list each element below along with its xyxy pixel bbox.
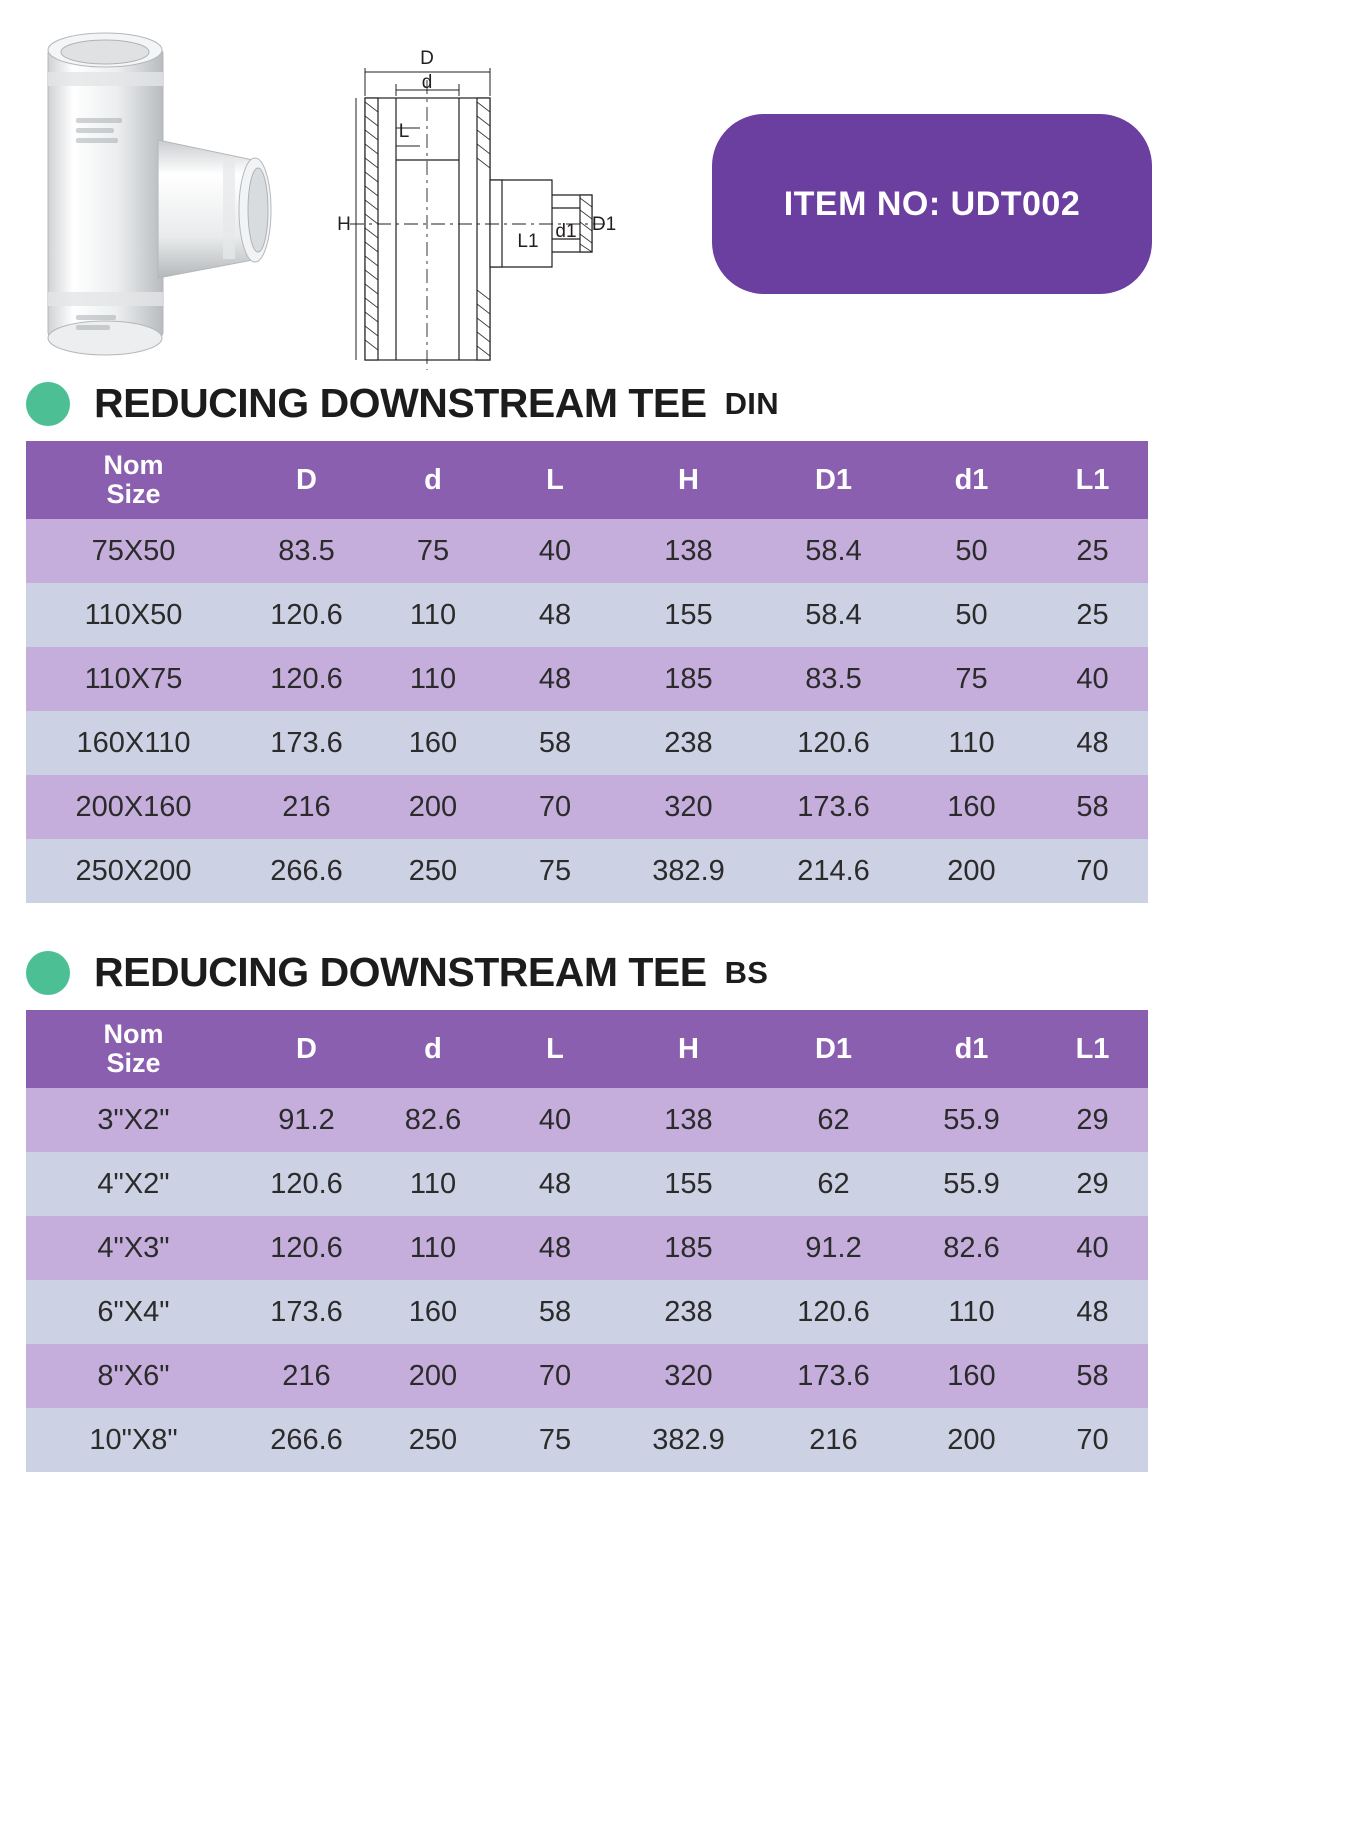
drawing-label-d1: d1: [555, 221, 577, 242]
cell-L: 70: [494, 775, 616, 839]
column-header-d1: d1: [906, 441, 1037, 519]
cell-D: 173.6: [241, 1280, 372, 1344]
drawing-label-L: L: [398, 121, 410, 142]
column-header-D1: D1: [761, 441, 906, 519]
table-row: [26, 1152, 1148, 1216]
cell-L: 48: [494, 647, 616, 711]
table-row: [26, 1280, 1148, 1344]
cell-L1: 29: [1037, 1088, 1148, 1152]
cell-D: 216: [241, 775, 372, 839]
cell-H: 155: [616, 583, 761, 647]
cell-D1: 91.2: [761, 1216, 906, 1280]
drawing-label-H: H: [337, 214, 351, 235]
cell-D: 266.6: [241, 839, 372, 903]
cell-d1: 50: [906, 519, 1037, 583]
section-standard: BS: [724, 954, 769, 990]
cell-d: 160: [372, 711, 494, 775]
item-number-badge: [712, 114, 1152, 294]
cell-L1: 48: [1037, 1280, 1148, 1344]
column-header-nom-size: [26, 441, 241, 519]
cell-L: 48: [494, 1152, 616, 1216]
column-header-H: H: [616, 1010, 761, 1088]
cell-d1: 160: [906, 775, 1037, 839]
section-heading-din: [26, 380, 1363, 427]
cell-d: 82.6: [372, 1088, 494, 1152]
nom-line-2: Size: [106, 479, 161, 509]
cell-d1: 55.9: [906, 1088, 1037, 1152]
cell-H: 238: [616, 711, 761, 775]
spec-table-din: [26, 441, 1148, 903]
cell-d1: 82.6: [906, 1216, 1037, 1280]
column-header-D1: D1: [761, 1010, 906, 1088]
cell-L: 40: [494, 519, 616, 583]
cell-d: 110: [372, 1152, 494, 1216]
column-header-d1: d1: [906, 1010, 1037, 1088]
cell-d1: 110: [906, 711, 1037, 775]
column-header-d: d: [372, 1010, 494, 1088]
cell-H: 185: [616, 647, 761, 711]
cell-nom-size: 75X50: [26, 519, 241, 583]
cell-d: 250: [372, 839, 494, 903]
cell-H: 138: [616, 519, 761, 583]
cell-d1: 75: [906, 647, 1037, 711]
table-header-row: [26, 441, 1148, 519]
column-header-D: D: [241, 441, 372, 519]
cell-nom-size: 200X160: [26, 775, 241, 839]
cell-D: 120.6: [241, 647, 372, 711]
cell-H: 382.9: [616, 1408, 761, 1472]
cell-D: 173.6: [241, 711, 372, 775]
cell-d1: 55.9: [906, 1152, 1037, 1216]
cell-D1: 216: [761, 1408, 906, 1472]
table-row: [26, 1216, 1148, 1280]
cell-D1: 214.6: [761, 839, 906, 903]
cell-D1: 62: [761, 1088, 906, 1152]
cell-L: 75: [494, 1408, 616, 1472]
cell-L: 58: [494, 1280, 616, 1344]
cell-nom-size: 4"X3": [26, 1216, 241, 1280]
section-standard: DIN: [724, 385, 779, 421]
cell-D1: 62: [761, 1152, 906, 1216]
cell-d: 250: [372, 1408, 494, 1472]
table-row: [26, 1408, 1148, 1472]
nom-line-1: Nom: [103, 1018, 164, 1049]
product-header-area: [0, 0, 1363, 380]
cell-D: 120.6: [241, 583, 372, 647]
bullet-icon: [26, 382, 70, 426]
cell-nom-size: 110X50: [26, 583, 241, 647]
cell-nom-size: 110X75: [26, 647, 241, 711]
table-row: [26, 647, 1148, 711]
column-header-L: L: [494, 441, 616, 519]
cell-D1: 58.4: [761, 583, 906, 647]
column-header-nom-size: [26, 1010, 241, 1088]
drawing-label-D1: D1: [591, 214, 617, 235]
table-row: [26, 583, 1148, 647]
column-header-L1: L1: [1037, 1010, 1148, 1088]
cell-H: 238: [616, 1280, 761, 1344]
technical-drawing: [330, 40, 680, 370]
cell-D: 83.5: [241, 519, 372, 583]
cell-d: 110: [372, 1216, 494, 1280]
cell-D1: 173.6: [761, 775, 906, 839]
table-row: [26, 1088, 1148, 1152]
cell-L1: 40: [1037, 1216, 1148, 1280]
cell-L1: 25: [1037, 519, 1148, 583]
cell-D1: 120.6: [761, 711, 906, 775]
table-row: [26, 519, 1148, 583]
cell-L: 58: [494, 711, 616, 775]
cell-L: 40: [494, 1088, 616, 1152]
section-title: REDUCING DOWNSTREAM TEE: [94, 380, 707, 426]
cell-nom-size: 4"X2": [26, 1152, 241, 1216]
column-header-D: D: [241, 1010, 372, 1088]
cell-L: 70: [494, 1344, 616, 1408]
cell-d1: 160: [906, 1344, 1037, 1408]
cell-H: 320: [616, 1344, 761, 1408]
bullet-icon: [26, 951, 70, 995]
cell-nom-size: 250X200: [26, 839, 241, 903]
table-row: [26, 839, 1148, 903]
section-title: REDUCING DOWNSTREAM TEE: [94, 949, 707, 995]
cell-L1: 70: [1037, 839, 1148, 903]
cell-d: 200: [372, 775, 494, 839]
cell-d1: 50: [906, 583, 1037, 647]
cell-L1: 48: [1037, 711, 1148, 775]
cell-L: 75: [494, 839, 616, 903]
cell-nom-size: 160X110: [26, 711, 241, 775]
spec-table-bs: [26, 1010, 1148, 1472]
cell-L1: 25: [1037, 583, 1148, 647]
cell-d: 200: [372, 1344, 494, 1408]
cell-D1: 83.5: [761, 647, 906, 711]
column-header-H: H: [616, 441, 761, 519]
cell-d: 75: [372, 519, 494, 583]
cell-L1: 58: [1037, 775, 1148, 839]
nom-line-1: Nom: [103, 449, 164, 480]
cell-d1: 200: [906, 839, 1037, 903]
drawing-label-d: d: [421, 72, 433, 93]
cell-H: 382.9: [616, 839, 761, 903]
cell-L: 48: [494, 583, 616, 647]
cell-H: 185: [616, 1216, 761, 1280]
table-row: [26, 1344, 1148, 1408]
cell-D: 120.6: [241, 1216, 372, 1280]
cell-d1: 110: [906, 1280, 1037, 1344]
product-photo: [18, 20, 308, 365]
cell-D1: 120.6: [761, 1280, 906, 1344]
cell-D: 266.6: [241, 1408, 372, 1472]
cell-D: 120.6: [241, 1152, 372, 1216]
table-row: [26, 775, 1148, 839]
column-header-L1: L1: [1037, 441, 1148, 519]
section-heading-bs: [26, 949, 1363, 996]
cell-nom-size: 10"X8": [26, 1408, 241, 1472]
cell-L1: 29: [1037, 1152, 1148, 1216]
cell-L1: 70: [1037, 1408, 1148, 1472]
cell-d: 110: [372, 583, 494, 647]
cell-L1: 58: [1037, 1344, 1148, 1408]
cell-H: 320: [616, 775, 761, 839]
cell-d: 160: [372, 1280, 494, 1344]
nom-line-2: Size: [106, 1048, 161, 1078]
cell-d: 110: [372, 647, 494, 711]
cell-L1: 40: [1037, 647, 1148, 711]
cell-H: 155: [616, 1152, 761, 1216]
cell-nom-size: 8"X6": [26, 1344, 241, 1408]
table-row: [26, 711, 1148, 775]
cell-D1: 173.6: [761, 1344, 906, 1408]
cell-nom-size: 6"X4": [26, 1280, 241, 1344]
drawing-label-D: D: [420, 48, 434, 69]
item-number-label: ITEM NO: UDT002: [783, 184, 1081, 223]
cell-L: 48: [494, 1216, 616, 1280]
cell-D1: 58.4: [761, 519, 906, 583]
cell-H: 138: [616, 1088, 761, 1152]
column-header-L: L: [494, 1010, 616, 1088]
column-header-d: d: [372, 441, 494, 519]
drawing-label-L1: L1: [517, 231, 539, 252]
cell-d1: 200: [906, 1408, 1037, 1472]
table-header-row: [26, 1010, 1148, 1088]
cell-D: 91.2: [241, 1088, 372, 1152]
cell-D: 216: [241, 1344, 372, 1408]
cell-nom-size: 3"X2": [26, 1088, 241, 1152]
